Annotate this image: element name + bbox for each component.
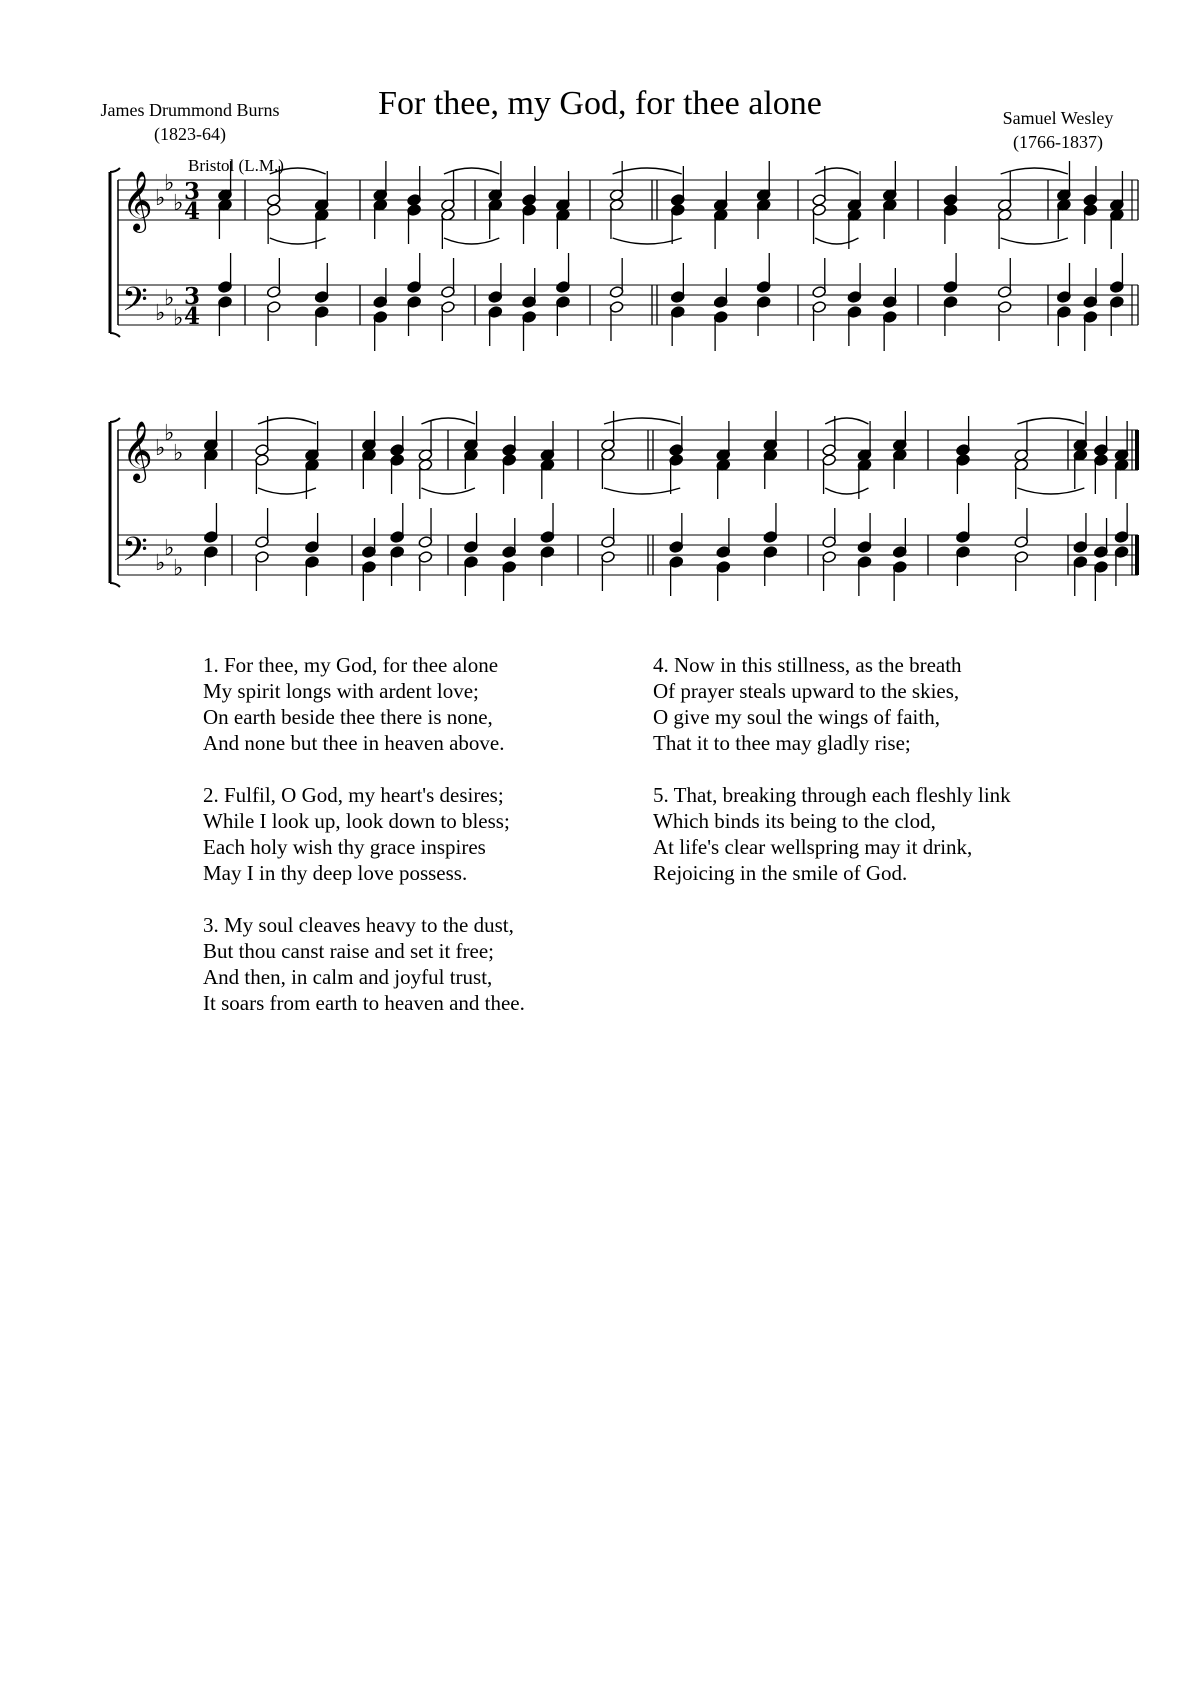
slur [421, 418, 475, 424]
bass-clef: 𝄢 [122, 531, 148, 577]
slur [444, 168, 499, 174]
verse-line: My spirit longs with ardent love; [203, 679, 479, 703]
verse-line: It soars from earth to heaven and thee. [203, 991, 525, 1015]
flat-sign: ♭ [173, 306, 184, 331]
verse-line: 5. That, breaking through each fleshly link [653, 783, 1011, 807]
slur [825, 488, 868, 494]
verse-1 [203, 652, 525, 756]
verse-line: On earth beside thee there is none, [203, 705, 493, 729]
flat-sign: ♭ [173, 556, 184, 581]
music-score [0, 0, 1200, 640]
slur [604, 488, 680, 494]
composer-dates: (1766-1837) [1013, 132, 1103, 152]
slur [270, 168, 326, 174]
verse-line: That it to thee may gladly rise; [653, 731, 911, 755]
verse-line: Of prayer steals upward to the skies, [653, 679, 960, 703]
flat-sign: ♭ [155, 186, 166, 211]
verse-line: While I look up, look down to bless; [203, 809, 510, 833]
verse-column-right [653, 652, 1011, 912]
verse-4 [653, 652, 1011, 756]
final-bar [1135, 535, 1139, 575]
verse-2 [203, 782, 525, 886]
verse-line: Which binds its being to the clod, [653, 809, 936, 833]
author-name: James Drummond Burns [100, 100, 280, 120]
verse-line: But thou canst raise and set it free; [203, 939, 494, 963]
verse-line: 2. Fulfil, O God, my heart's desires; [203, 783, 504, 807]
slur [613, 238, 682, 244]
verse-line: 1. For thee, my God, for thee alone [203, 653, 499, 677]
verse-line: Each holy wish thy grace inspires [203, 835, 486, 859]
flat-sign: ♭ [164, 286, 175, 311]
flat-sign: ♭ [164, 171, 175, 196]
final-bar [1135, 430, 1139, 470]
verse-line: At life's clear wellspring may it drink, [653, 835, 973, 859]
tune-name: Bristol (L.M.) [188, 156, 284, 175]
verse-line: 4. Now in this stillness, as the breath [653, 653, 962, 677]
slur [444, 238, 499, 244]
verse-column-left [203, 652, 525, 1042]
composer-name: Samuel Wesley [1002, 108, 1114, 128]
flat-sign: ♭ [173, 191, 184, 216]
verse-5 [653, 782, 1011, 886]
bracket-cap [110, 418, 120, 422]
slur [258, 418, 316, 424]
slur [613, 168, 682, 174]
flat-sign: ♭ [164, 421, 175, 446]
slur [815, 238, 858, 244]
bracket-cap [110, 333, 120, 337]
bracket-cap [110, 168, 120, 172]
slur [825, 418, 868, 424]
slur [258, 488, 316, 494]
flat-sign: ♭ [155, 551, 166, 576]
verse-line: Rejoicing in the smile of God. [653, 861, 908, 885]
treble-clef: 𝄞 [122, 421, 153, 481]
flat-sign: ♭ [155, 436, 166, 461]
time-signature-bottom: 4 [184, 303, 201, 330]
bracket-cap [110, 583, 120, 587]
flat-sign: ♭ [155, 301, 166, 326]
time-signature-top: 3 [184, 178, 201, 205]
slur [270, 238, 326, 244]
verse-line: And then, in calm and joyful trust, [203, 965, 493, 989]
verse-3 [203, 912, 525, 1016]
verse-line: 3. My soul cleaves heavy to the dust, [203, 913, 514, 937]
slur [815, 168, 858, 174]
flat-sign: ♭ [173, 441, 184, 466]
flat-sign: ♭ [164, 536, 175, 561]
slur [604, 418, 680, 424]
verse-line: And none but thee in heaven above. [203, 731, 505, 755]
slur [421, 488, 475, 494]
verse-line: O give my soul the wings of faith, [653, 705, 940, 729]
hymn-title: For thee, my God, for thee alone [378, 85, 822, 122]
bass-clef: 𝄢 [122, 281, 148, 327]
time-signature-top: 3 [184, 283, 201, 310]
verse-line: May I in thy deep love possess. [203, 861, 468, 885]
author-dates: (1823-64) [154, 124, 226, 144]
treble-clef: 𝄞 [122, 171, 153, 231]
time-signature-bottom: 4 [184, 198, 201, 225]
